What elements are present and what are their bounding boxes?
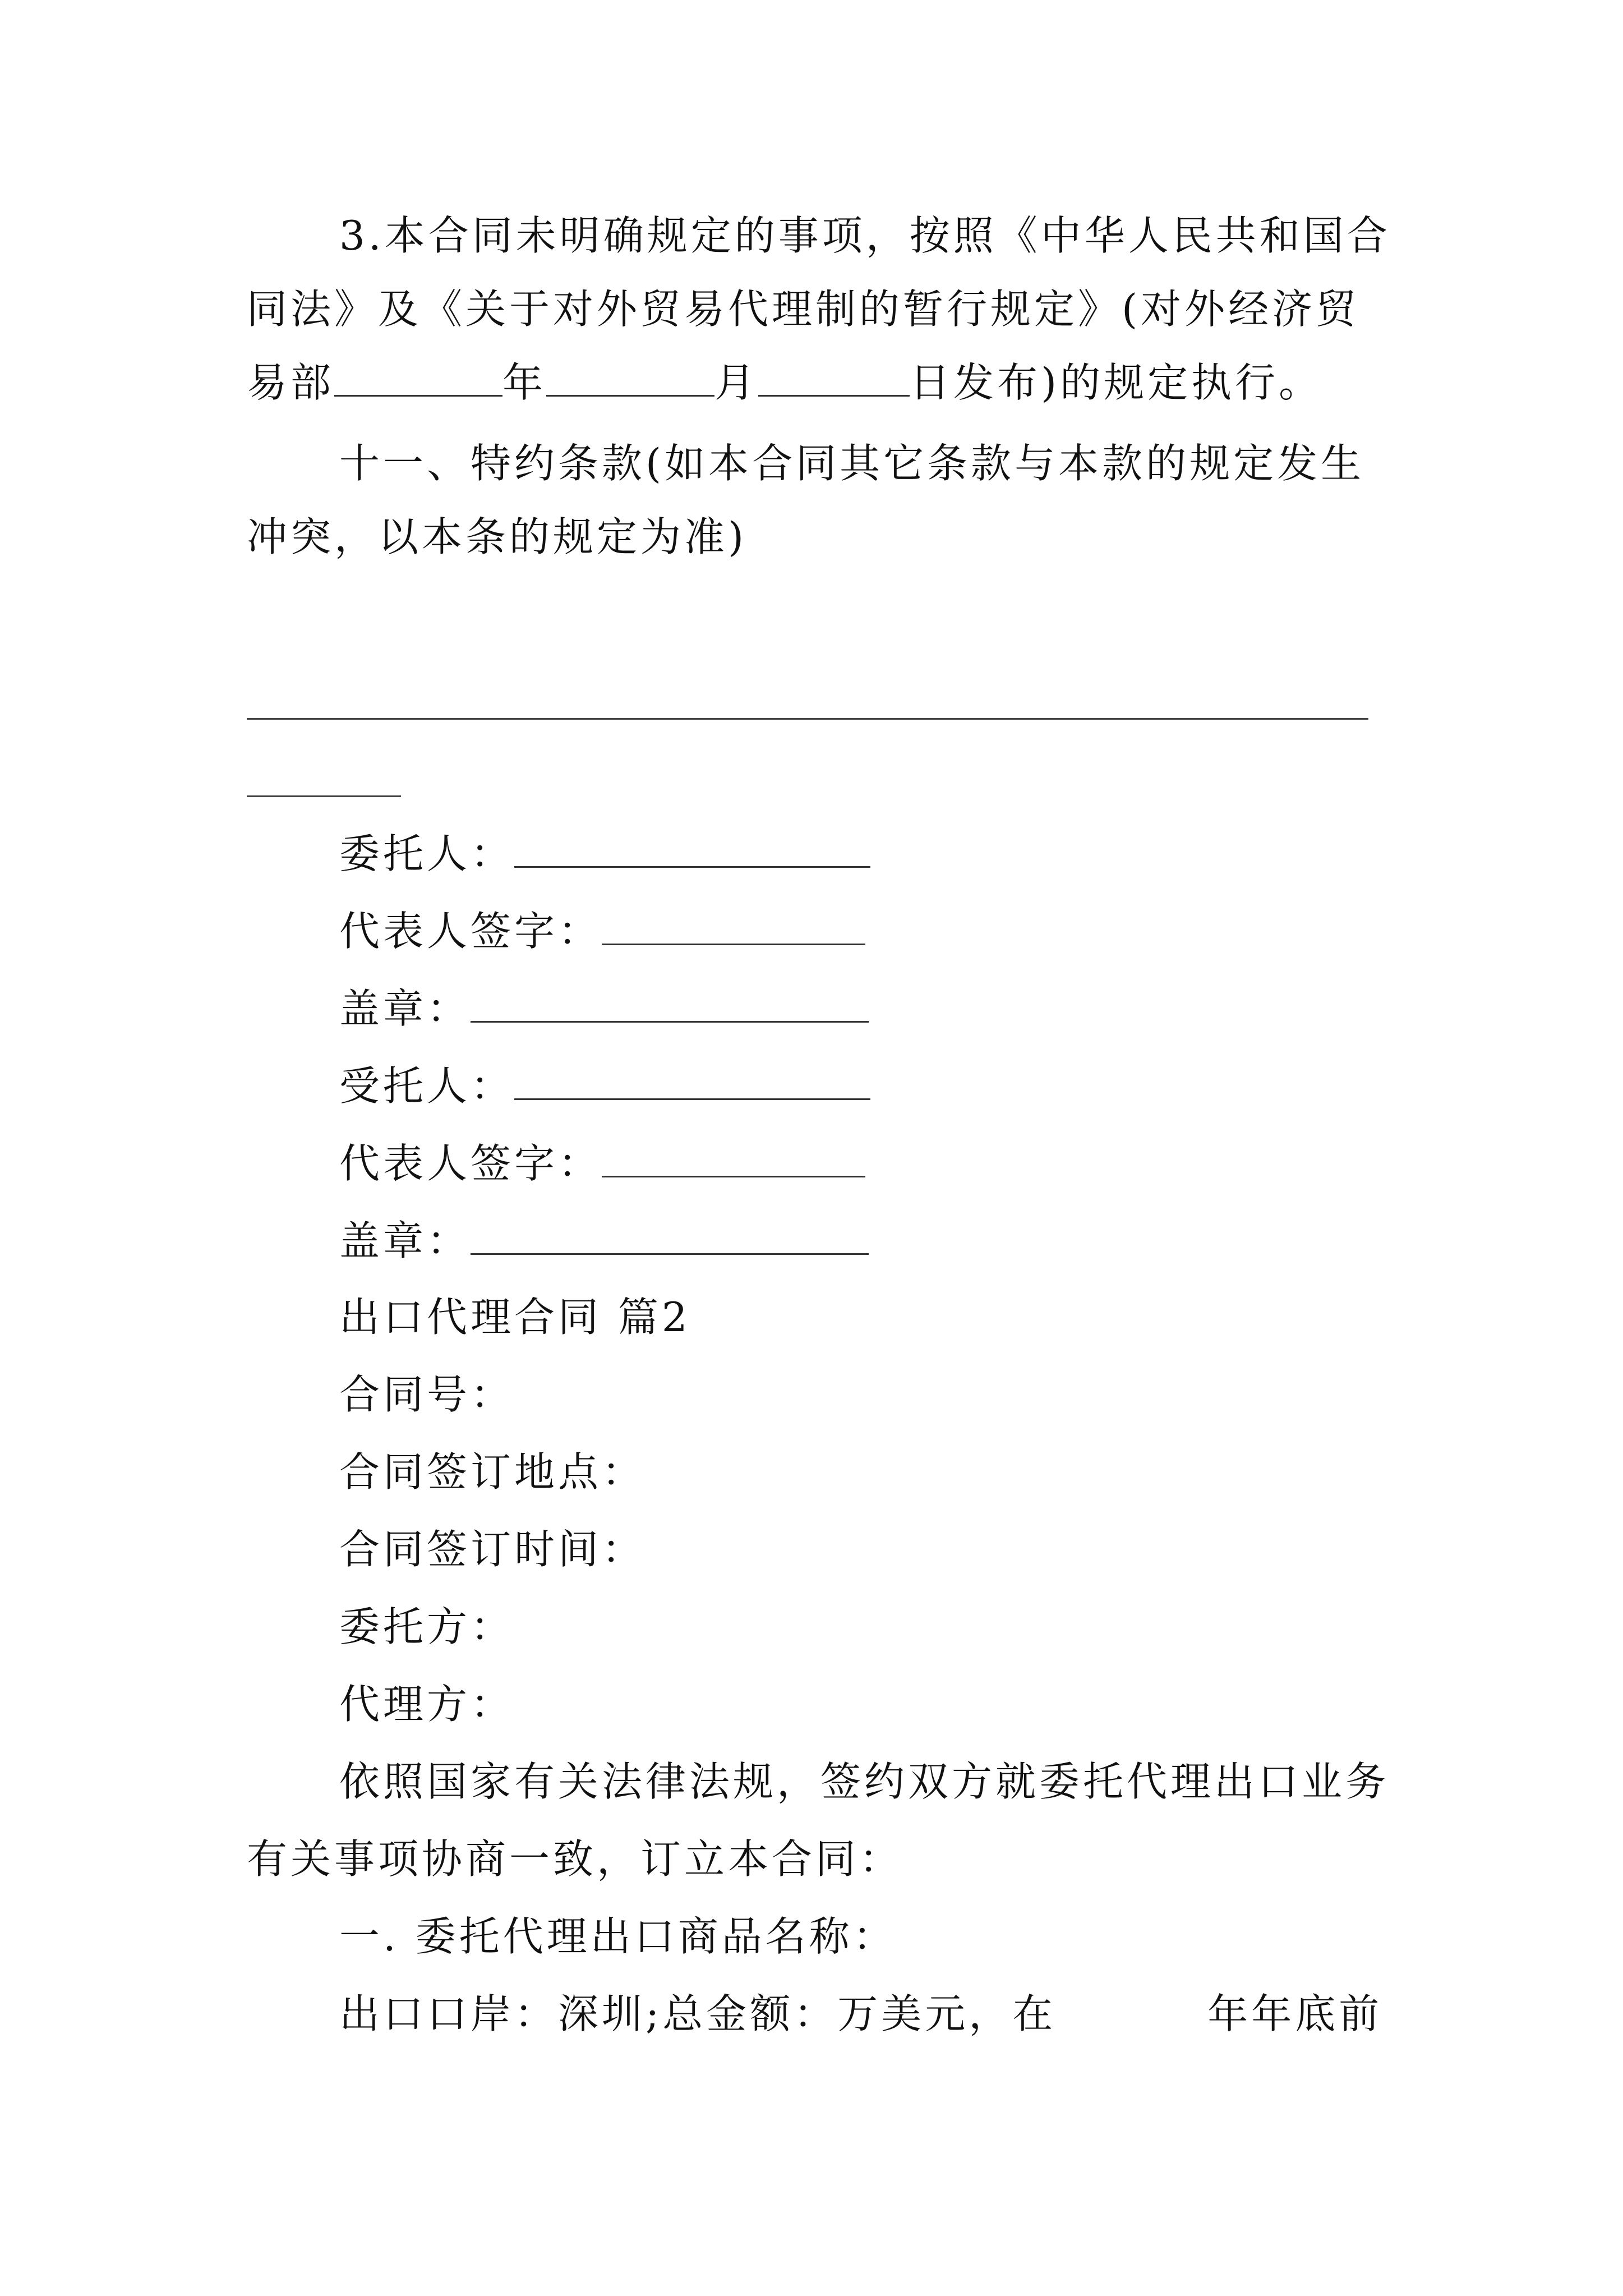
signature-blank: [514, 1058, 870, 1100]
intro-line1: 依照国家有关法律法规，签约双方就委托代理出口业务: [339, 1758, 1390, 1805]
special-terms-rule-2: [247, 795, 401, 797]
signature-principal-seal: [339, 981, 869, 1036]
signature-agent: [339, 1058, 870, 1113]
clause3-line3-prefix: 易部: [247, 359, 335, 406]
contract-number: 合同号：: [339, 1371, 515, 1418]
port-line-text: 出口口岸：深圳;总金额：万美元，在: [339, 1990, 1057, 2037]
item1-goods-name: 一. 委托代理出口商品名称：: [339, 1913, 897, 1960]
clause3-line3-suffix: 日发布)的规定执行。: [910, 359, 1323, 406]
clause3-year-label: 年: [502, 359, 547, 406]
signature-agent-rep: [339, 1135, 865, 1190]
clause3-line1: 3.本合同未明确规定的事项，按照《中华人民共和国合: [339, 212, 1391, 259]
clause3-month-label: 月: [714, 359, 759, 406]
contract-time: 合同签订时间：: [339, 1526, 646, 1573]
section2-title: 出口代理合同 篇2: [339, 1294, 691, 1341]
signature-label: 受托人：: [339, 1062, 515, 1110]
intro-line2: 有关事项协商一致，订立本合同：: [247, 1835, 903, 1883]
principal-party: 委托方：: [339, 1603, 515, 1650]
signature-principal: [339, 826, 870, 881]
signature-label: 代表人签字：: [339, 908, 602, 955]
agent-party: 代理方：: [339, 1681, 515, 1728]
signature-label: 代表人签字：: [339, 1140, 602, 1187]
signature-label: 盖章：: [339, 985, 471, 1032]
contract-place: 合同签订地点：: [339, 1448, 646, 1496]
port-line: [339, 1987, 1382, 2041]
special-terms-rule-1: [247, 718, 1368, 720]
clause3-line3: [247, 356, 1322, 409]
signature-blank: [471, 981, 869, 1023]
signature-label: 盖章：: [339, 1217, 471, 1264]
clause11-line1: 十一、特约条款(如本合同其它条款与本款的规定发生: [339, 440, 1365, 487]
signature-label: 委托人：: [339, 830, 515, 877]
month-blank: [546, 356, 714, 397]
signature-blank: [602, 903, 865, 945]
day-blank: [758, 356, 910, 397]
port-line-deadline: 年年底前: [1207, 1990, 1383, 2037]
year-blank: [334, 356, 502, 397]
clause3-line2: 同法》及《关于对外贸易代理制的暂行规定》(对外经济贸: [247, 286, 1360, 333]
signature-principal-rep: [339, 903, 865, 958]
clause11-line2: 冲突，以本条的规定为准): [247, 513, 748, 560]
signature-blank: [514, 826, 870, 868]
signature-agent-seal: [339, 1213, 869, 1268]
signature-blank: [602, 1135, 865, 1177]
signature-blank: [471, 1213, 869, 1255]
